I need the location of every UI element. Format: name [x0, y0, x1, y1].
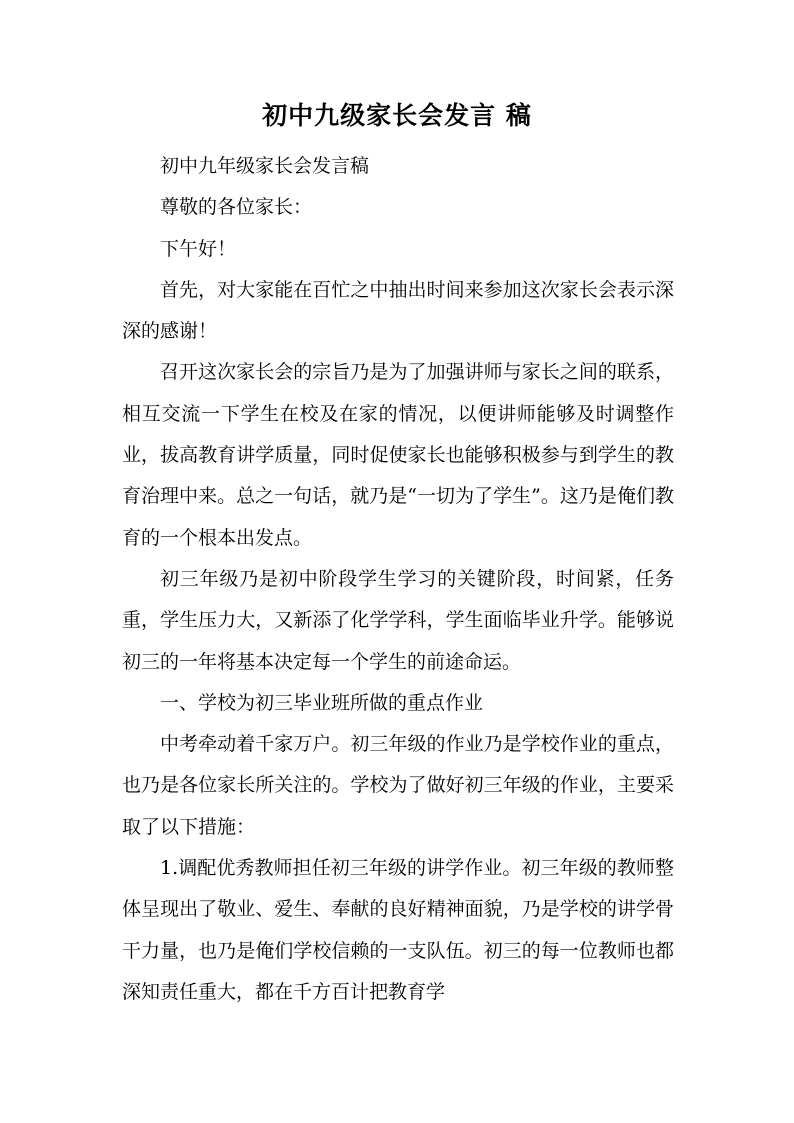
paragraph-thanks: 首先，对大家能在百忙之中抽出时间来参加这次家长会表示深深的感谢！	[122, 278, 674, 343]
paragraph-salutation: 尊敬的各位家长：	[160, 196, 313, 219]
document-title: 初中九级家长会发言 稿	[262, 101, 532, 130]
paragraph-purpose: 召开这次家长会的宗旨乃是为了加强讲师与家长之间的联系，相互交流一下学生在校及在家的情况，以便讲师能够及时调整作业，拔高教育讲学质量，同时促使家长也能够积极参与到学生的教育治理中来。总之一句话，就乃是“一切为了学生”。这乃是俺们教育的一个根本出发点。	[122, 361, 674, 549]
document-body	[122, 146, 674, 1013]
paragraph-grade-nine: 初三年级乃是初中阶段学生学习的关键阶段，时间紧，任务重，学生压力大，又新添了化学学科，学生面临毕业升学。能够说初三的一年将基本决定每一个学生的前途命运。	[122, 567, 674, 673]
paragraph-greeting: 下午好！	[160, 237, 237, 260]
section-heading-1: 一、学校为初三毕业班所做的重点作业	[160, 691, 484, 714]
paragraph-exam: 中考牵动着千家万户。初三年级的作业乃是学校作业的重点，也乃是各位家长所关注的。学校为了做好初三年级的作业，主要采取了以下措施：	[122, 733, 674, 838]
paragraph-measure-1: 1.调配优秀教师担任初三年级的讲学作业。初三年级的教师整体呈现出了敬业、爱生、奉献的良好精神面貌，乃是学校的讲学骨干力量，也乃是俺们学校信赖的一支队伍。初三的每一位教师也都深知责任重大，都在千方百计把教育学	[122, 857, 674, 1003]
paragraph-subtitle: 初中九年级家长会发言稿	[160, 155, 370, 177]
